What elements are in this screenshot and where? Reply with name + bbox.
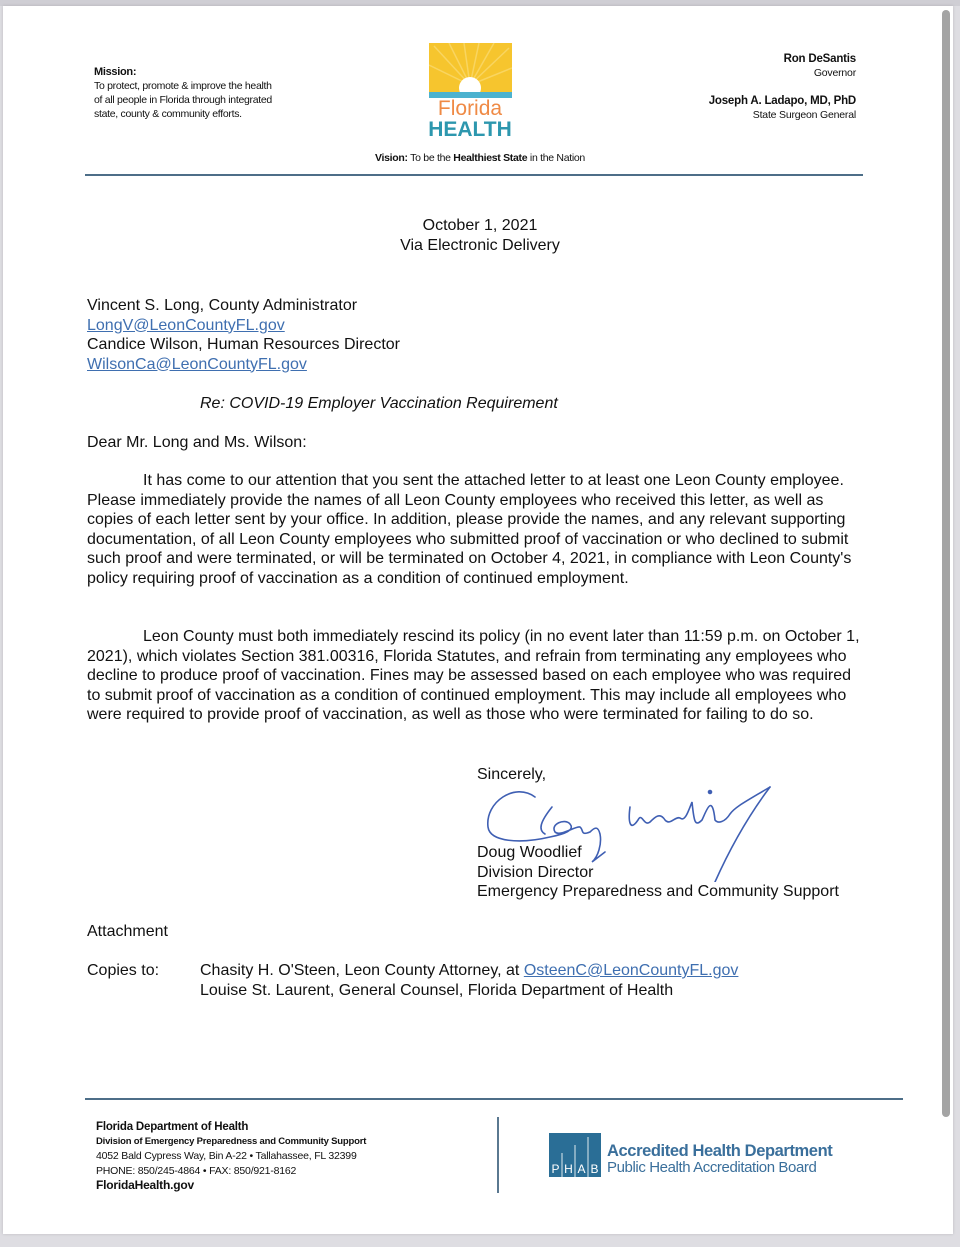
mission-line: of all people in Florida through integrated	[94, 94, 272, 106]
officials-block	[709, 52, 856, 122]
phab-line1: Accredited Health Department	[607, 1142, 833, 1160]
svg-text:HEALTH: HEALTH	[429, 118, 512, 139]
footer-divider	[85, 1098, 903, 1100]
mission-line: To protect, promote & improve the health	[94, 80, 272, 92]
footer-contact	[96, 1120, 366, 1193]
footer-address: 4052 Bald Cypress Way, Bin A-22 • Tallahassee, FL 32399	[96, 1150, 357, 1162]
governor-title: Governor	[813, 67, 856, 79]
mission-line: state, county & community efforts.	[94, 108, 242, 120]
copy-recipient: Louise St. Laurent, General Counsel, Florida Department of Health	[200, 981, 674, 999]
letter-date: October 1, 2021	[422, 217, 538, 234]
footer-division: Division of Emergency Preparedness and Community Support	[96, 1135, 367, 1147]
phab-accreditation	[607, 1142, 832, 1176]
subject-line: Re: COVID-19 Employer Vaccination Requirement	[200, 395, 558, 412]
recipient-block	[87, 296, 400, 374]
footer-website: FloridaHealth.gov	[96, 1178, 194, 1192]
signer-name: Doug Woodlief	[477, 844, 582, 861]
surgeon-general-title: State Surgeon General	[752, 109, 856, 121]
vertical-scrollbar[interactable]	[942, 10, 950, 1117]
mission-statement	[94, 65, 272, 121]
vision-text: To be the	[410, 152, 451, 164]
signer-title: Division Director	[477, 863, 594, 881]
vision-emphasis: Healthiest State	[453, 152, 528, 164]
signature-block	[477, 843, 839, 902]
svg-text:H: H	[564, 1162, 573, 1176]
mission-label: Mission:	[94, 66, 137, 78]
document-page	[3, 6, 953, 1234]
svg-text:P: P	[551, 1162, 560, 1176]
sun-logo-icon	[429, 43, 512, 139]
recipient-name: Candice Wilson, Human Resources Director	[87, 336, 400, 353]
surgeon-general-name: Joseph A. Ladapo, MD, PhD	[708, 95, 856, 107]
svg-text:Florida: Florida	[437, 97, 503, 120]
footer-vertical-divider	[497, 1117, 499, 1193]
footer-phone: PHONE: 850/245-4864 • FAX: 850/921-8162	[96, 1164, 297, 1177]
attachment-note: Attachment	[87, 923, 168, 940]
delivery-method: Via Electronic Delivery	[400, 237, 560, 254]
salutation: Dear Mr. Long and Ms. Wilson:	[87, 434, 307, 451]
phab-line2: Public Health Accreditation Board	[607, 1159, 817, 1176]
body-paragraph: Leon County must both immediately rescind its policy (in no event later than 11:59 p.m. on October 1, 2021), which violates Section 381.00316, Florida Statutes, and refrain from terminating any employees who decline to produce proof of vaccination. Fines may be assessed based on each employee who was required to submit proof of vaccination as a condition of continued employment. This may include all employees who were required to provide proof of vaccination, as well as those who were terminated for failing to do so.	[87, 628, 860, 723]
copies-label: Copies to:	[87, 962, 160, 979]
date-block	[0, 216, 960, 256]
closing: Sincerely,	[477, 766, 547, 783]
vision-label: Vision:	[375, 152, 408, 164]
svg-text:B: B	[590, 1162, 599, 1176]
governor-name: Ron DeSantis	[783, 53, 856, 65]
copy-email-link[interactable]: OsteenC@LeonCountyFL.gov	[523, 962, 739, 979]
footer-dept: Florida Department of Health	[96, 1121, 249, 1133]
copy-recipient: Chasity H. O'Steen, Leon County Attorney, at OsteenC@LeonCountyFL.gov	[200, 962, 739, 979]
vision-text: in the Nation	[529, 152, 585, 164]
phab-logo-icon	[549, 1133, 601, 1177]
recipient-email-link[interactable]: WilsonCa@LeonCountyFL.gov	[87, 355, 307, 373]
recipient-name: Vincent S. Long, County Administrator	[87, 297, 358, 314]
vision-statement	[0, 152, 960, 164]
svg-text:A: A	[577, 1162, 586, 1176]
body-paragraph: It has come to our attention that you sent the attached letter to at least one Leon County employee. Please immediately provide the names of all Leon County employees who received this letter, as well as copies of each letter sent by your office. In addition, please provide the names, and any relevant supporting documentation, of all Leon County employees who submitted proof of vaccination or who declined to submit such proof and were terminated, or will be terminated on October 4, 2021, in compliance with Leon County's policy requiring proof of vaccination as a condition of continued employment.	[87, 472, 852, 587]
recipient-email-link[interactable]: LongV@LeonCountyFL.gov	[87, 316, 285, 334]
florida-health-logo	[429, 43, 512, 139]
signer-division: Emergency Preparedness and Community Support	[477, 883, 839, 900]
header-divider	[85, 174, 863, 176]
copies-list	[200, 961, 738, 1000]
